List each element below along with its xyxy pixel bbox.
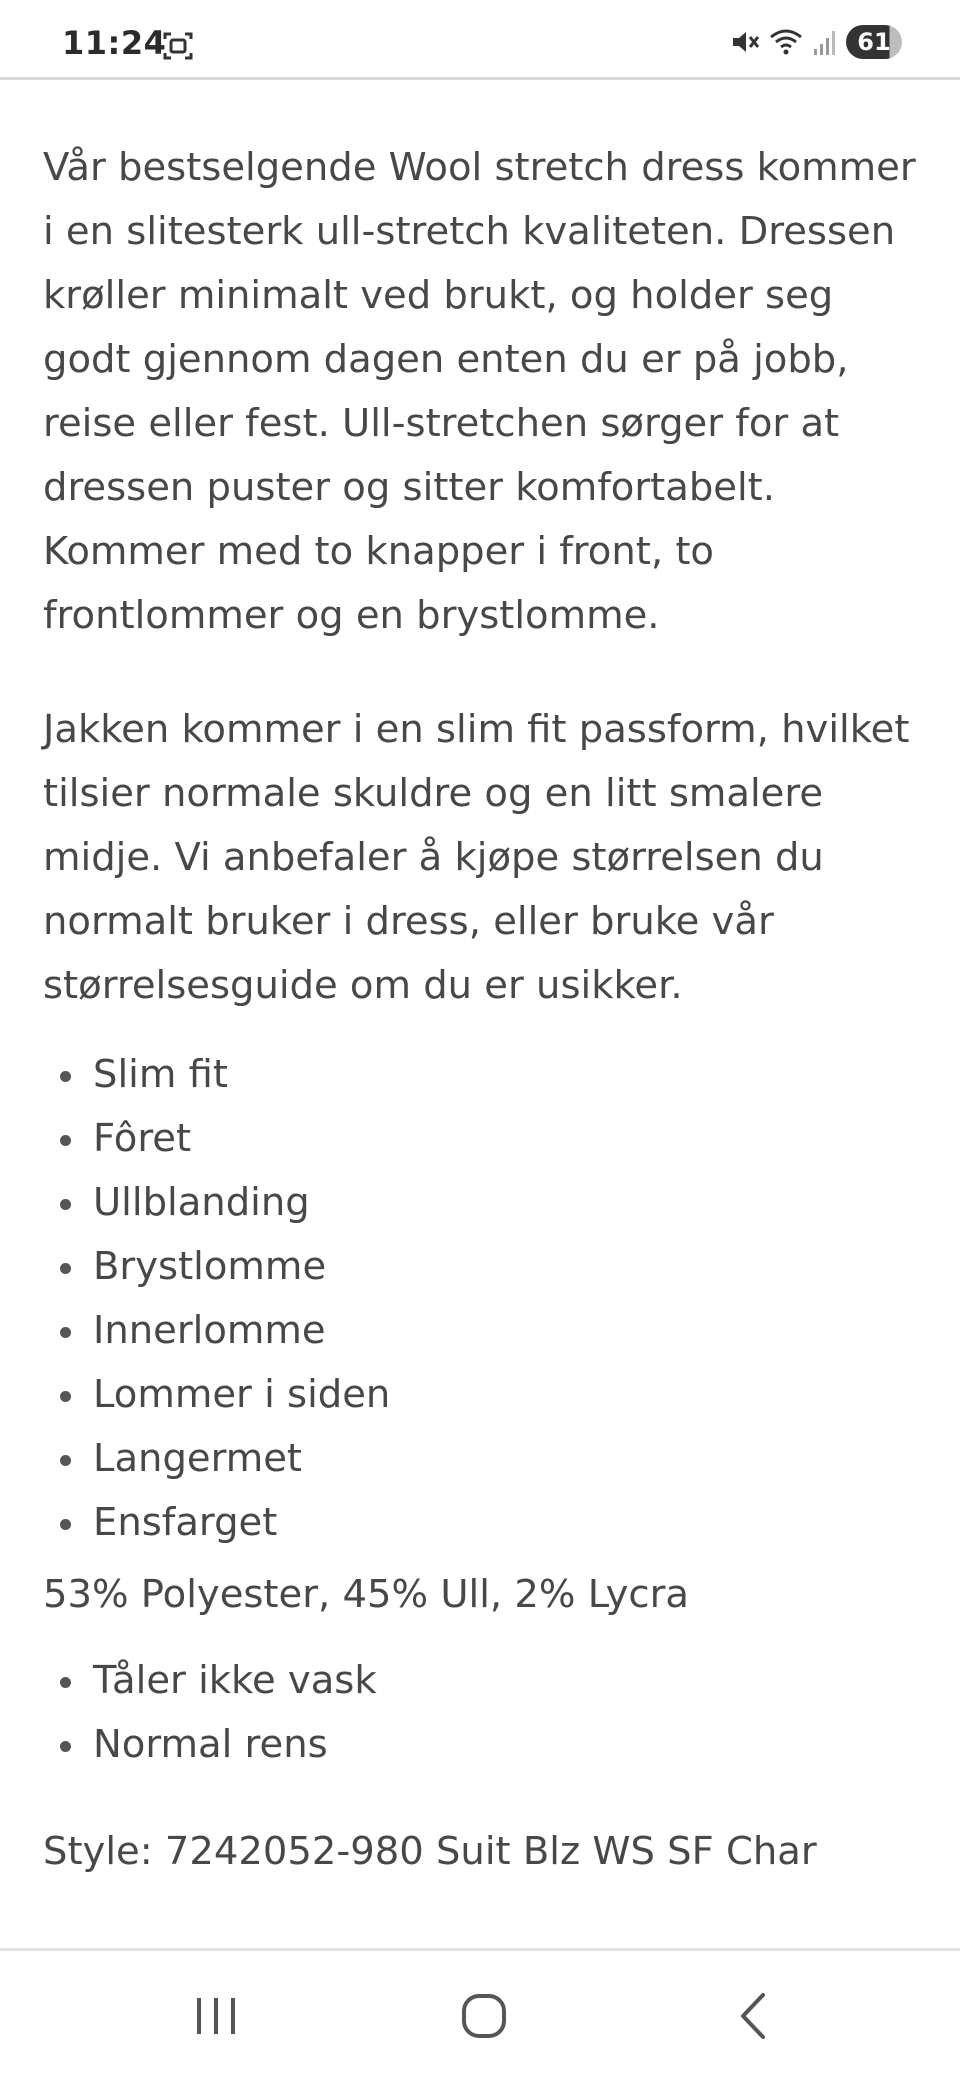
recent-apps-icon xyxy=(191,1994,241,2038)
care-list xyxy=(43,1649,377,1777)
navigation-bar xyxy=(0,1948,960,2080)
status-bar xyxy=(0,0,960,80)
list-item: Lommer i siden xyxy=(43,1363,390,1427)
materials-text: 53% Polyester, 45% Ull, 2% Lycra xyxy=(43,1572,689,1617)
wifi-icon xyxy=(768,27,804,57)
battery-level: 61 xyxy=(857,28,891,56)
list-item: Brystlomme xyxy=(43,1235,390,1299)
screenshot-icon xyxy=(162,30,194,62)
list-item: Ensfarget xyxy=(43,1491,390,1555)
list-item: Slim fit xyxy=(43,1043,390,1107)
back-button[interactable] xyxy=(703,1981,803,2051)
list-item: Normal rens xyxy=(43,1713,377,1777)
battery-icon xyxy=(846,25,902,59)
status-icons xyxy=(730,24,902,60)
list-item: Fôret xyxy=(43,1107,390,1171)
feature-list xyxy=(43,1043,390,1555)
home-button[interactable] xyxy=(434,1981,534,2051)
description-paragraph: Jakken kommer i en slim fit passform, hvilket tilsier normale skuldre og en litt smalere midje. Vi anbefaler å kjøpe størrelsen du normalt bruker i dress, eller bruke vår størrelsesguide om du er usikker. xyxy=(43,707,910,1008)
list-item: Langermet xyxy=(43,1427,390,1491)
mute-icon xyxy=(730,27,760,57)
list-item: Tåler ikke vask xyxy=(43,1649,377,1713)
style-number: Style: 7242052-980 Suit Blz WS SF Char xyxy=(43,1829,817,1874)
back-icon xyxy=(733,1991,773,2041)
status-time: 11:24 xyxy=(62,24,167,62)
list-item: Innerlomme xyxy=(43,1299,390,1363)
home-icon xyxy=(459,1991,509,2041)
description-paragraph: Vår bestselgende Wool stretch dress kommer i en slitesterk ull-stretch kvaliteten. Dressen krøller minimalt ved brukt, og holder seg godt gjennom dagen enten du er på jobb, reise eller fest. Ull-stretchen sørger for at dressen puster og sitter komfortabelt. Kommer med to knapper i front, to frontlommer og en brystlomme. xyxy=(43,145,916,638)
recent-apps-button[interactable] xyxy=(166,1981,266,2051)
list-item: Ullblanding xyxy=(43,1171,390,1235)
signal-icon xyxy=(812,27,838,57)
